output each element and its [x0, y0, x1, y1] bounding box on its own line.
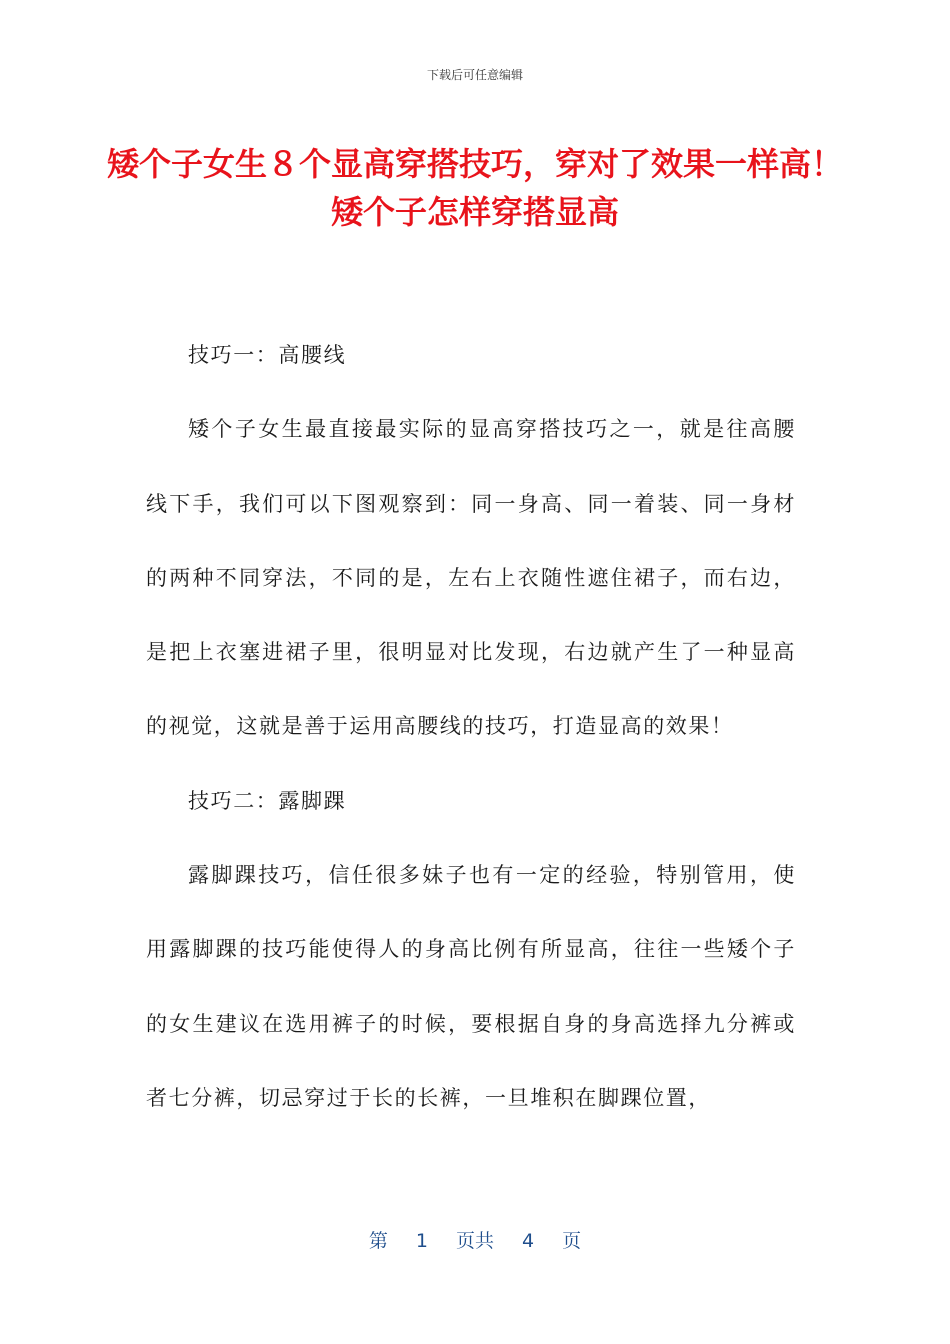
paragraph-tip-1: 矮个子女生最直接最实际的显高穿搭技巧之一，就是往高腰线下手，我们可以下图观察到：同一身高、同一着装、同一身材的两种不同穿法，不同的是，左右上衣随性遮住裙子，而右边，是把上衣塞进裙子里，很明显对比发现，右边就产生了一种显高的视觉，这就是善于运用高腰线的技巧，打造显高的效果！ [146, 417, 796, 739]
footer-label-page: 第 [368, 1230, 388, 1252]
footer-label-end: 页 [562, 1230, 582, 1252]
document-body [146, 318, 796, 1135]
paragraph-tip-2: 露脚踝技巧，信任很多妹子也有一定的经验，特别管用，使用露脚踝的技巧能使得人的身高比例有所显高，往往一些矮个子的女生建议在选用裤子的时候，要根据自身的身高选择九分裤或者七分裤，切忌穿过于长的长裤，一旦堆积在脚踝位置， [146, 863, 796, 1110]
footer-label-of: 页共 [455, 1230, 494, 1252]
document-title: 矮个子女生８个显高穿搭技巧，穿对了效果一样高！ 矮个子怎样穿搭显高 [106, 145, 843, 231]
section-heading-tip-2: 技巧二：露脚踝 [188, 788, 347, 813]
footer-current-page: 1 [415, 1230, 428, 1252]
section-heading-tip-1: 技巧一：高腰线 [188, 343, 347, 367]
header-note: 下载后可任意编辑 [426, 68, 523, 82]
footer-total-pages: 4 [522, 1230, 535, 1252]
page-footer [0, 1226, 950, 1253]
